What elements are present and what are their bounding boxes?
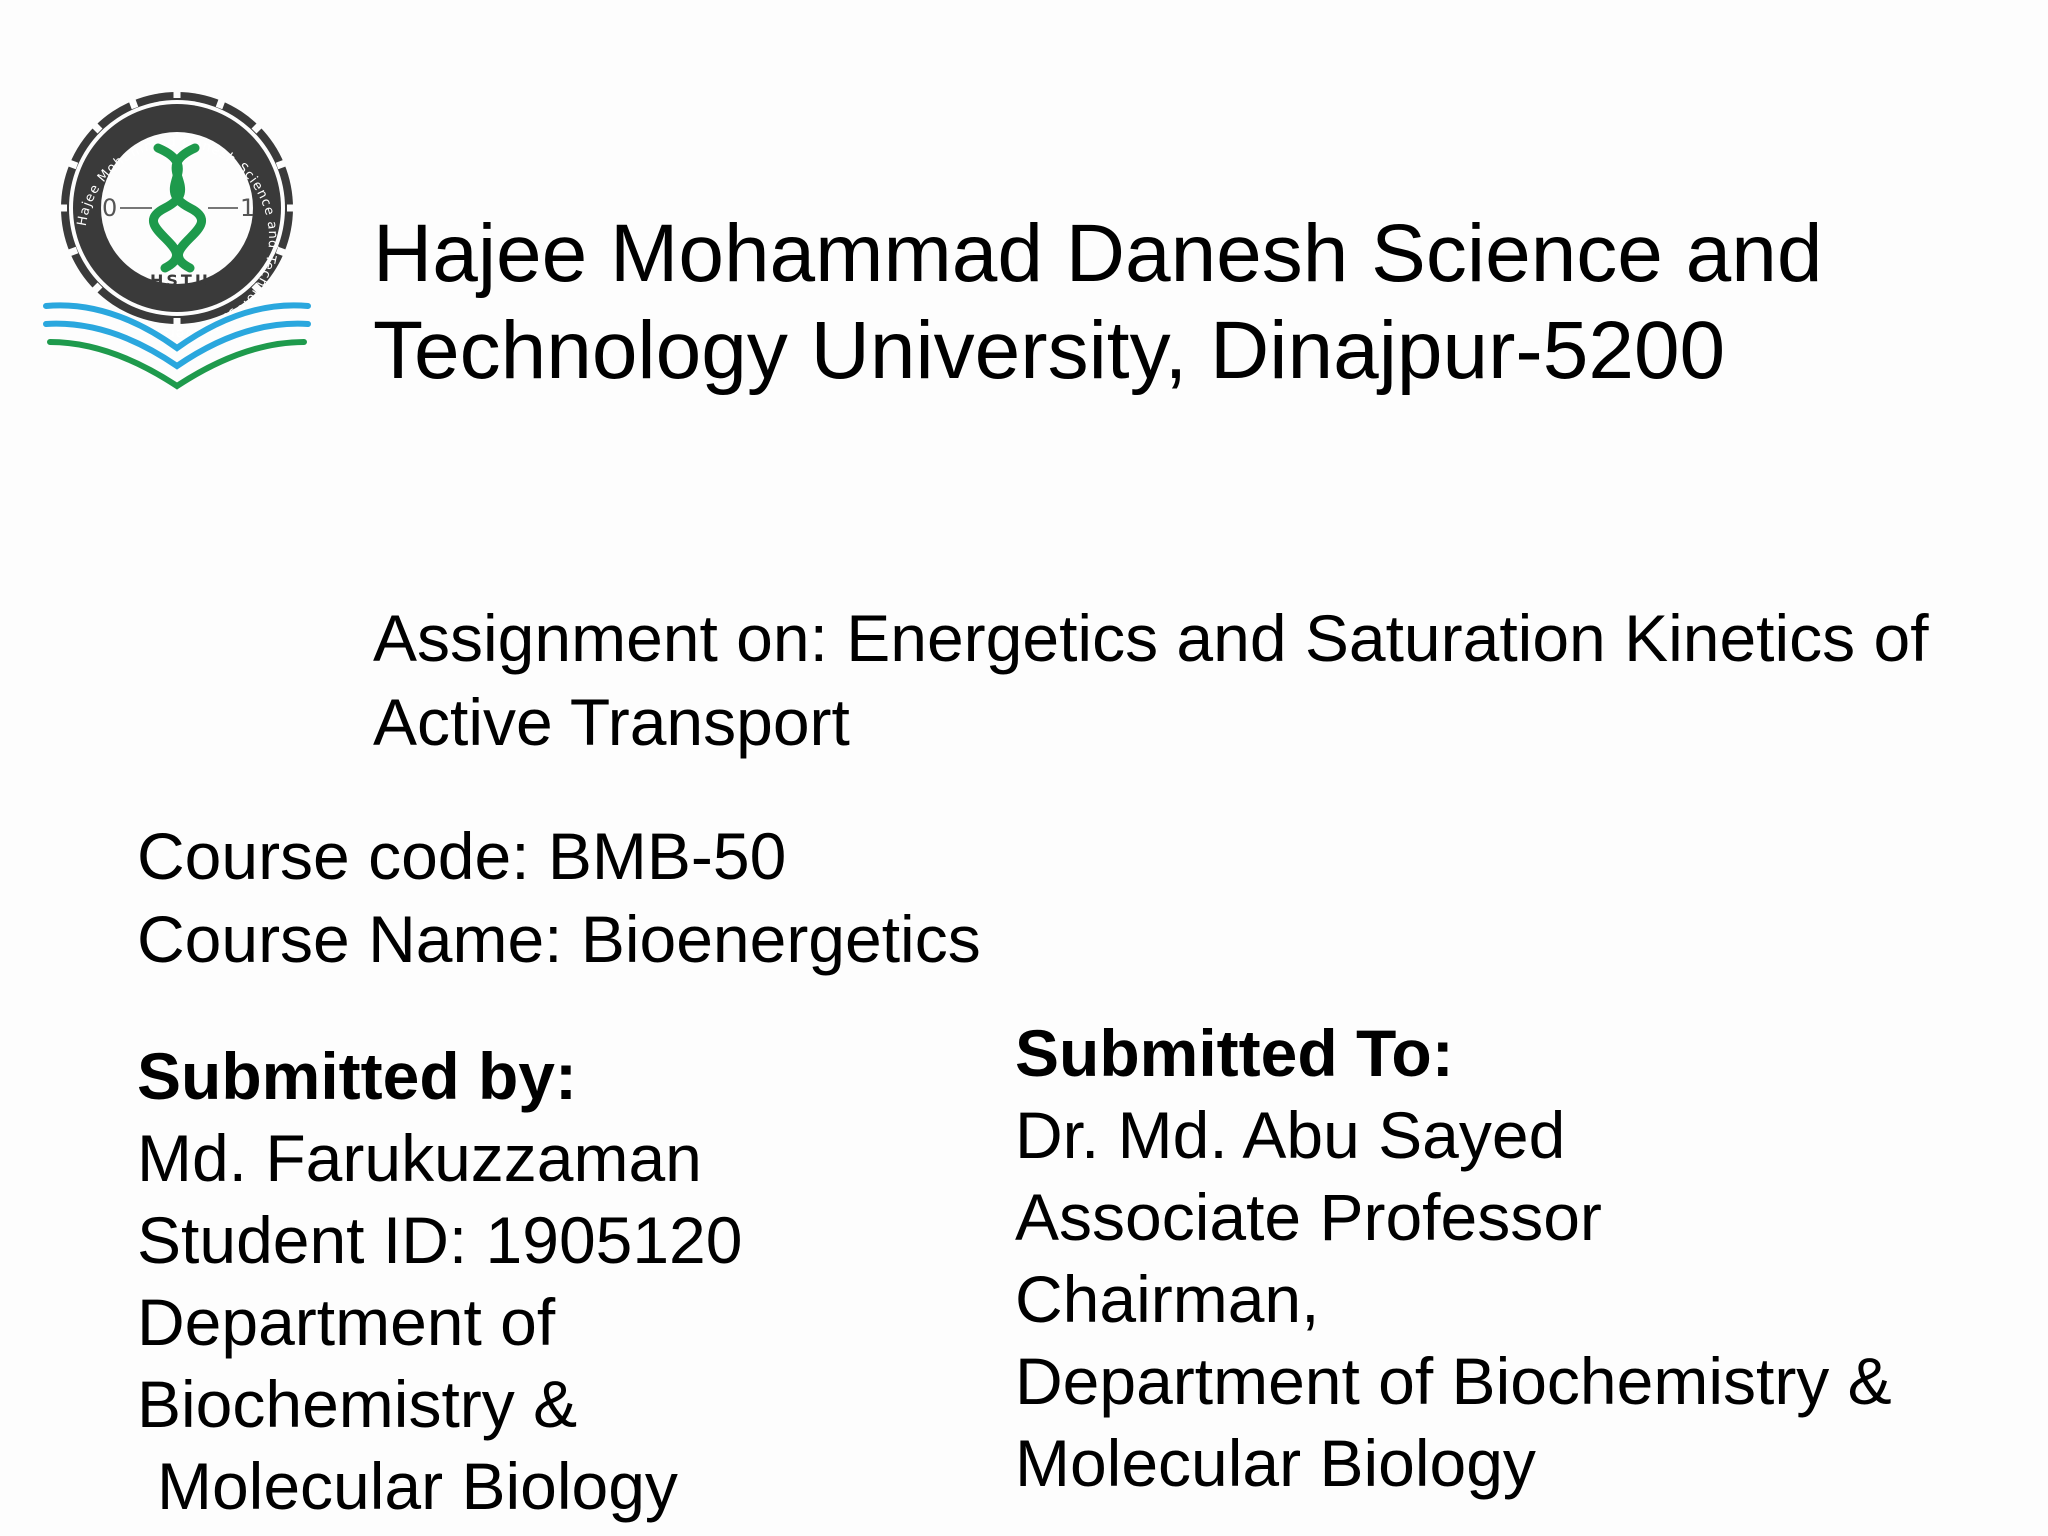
svg-text:0: 0 bbox=[102, 194, 118, 222]
submitted-by-block bbox=[137, 1035, 957, 1527]
course-name: Course Name: Bioenergetics bbox=[137, 902, 981, 976]
svg-text:Hajee Mohammad Danesh Science: Hajee Mohammad Danesh Science and Technology University bbox=[74, 134, 281, 342]
course-info bbox=[137, 815, 981, 981]
student-name: Md. Farukuzzaman bbox=[137, 1121, 702, 1195]
assignment-title-line1: Assignment on: Energetics and Saturation Kinetics of bbox=[373, 601, 1929, 675]
svg-text:HSTU: HSTU bbox=[150, 271, 211, 290]
university-name-line2: Technology University, Dinajpur-5200 bbox=[373, 305, 1726, 396]
svg-text:1: 1 bbox=[240, 194, 256, 222]
assignment-title bbox=[373, 596, 2013, 764]
student-dept-line2: Biochemistry & bbox=[137, 1367, 578, 1441]
university-logo bbox=[40, 88, 315, 398]
supervisor-name: Dr. Md. Abu Sayed bbox=[1015, 1098, 1566, 1172]
university-name bbox=[373, 205, 1933, 399]
course-code: Course code: BMB-50 bbox=[137, 819, 787, 893]
supervisor-role: Chairman, bbox=[1015, 1262, 1320, 1336]
university-name-line1: Hajee Mohammad Danesh Science and bbox=[373, 208, 1823, 299]
supervisor-dept-line1: Department of Biochemistry & bbox=[1015, 1344, 1892, 1418]
assignment-title-line2: Active Transport bbox=[373, 685, 850, 759]
submitted-to-block bbox=[1015, 1012, 2015, 1504]
student-dept-line3: Molecular Biology bbox=[157, 1449, 678, 1523]
submitted-to-heading: Submitted To: bbox=[1015, 1016, 1454, 1090]
hstu-seal-icon bbox=[40, 88, 315, 398]
student-dept-line1: Department of bbox=[137, 1285, 556, 1359]
student-id: Student ID: 1905120 bbox=[137, 1203, 743, 1277]
supervisor-title: Associate Professor bbox=[1015, 1180, 1602, 1254]
supervisor-dept-line2: Molecular Biology bbox=[1015, 1426, 1536, 1500]
submitted-by-heading: Submitted by: bbox=[137, 1039, 577, 1113]
